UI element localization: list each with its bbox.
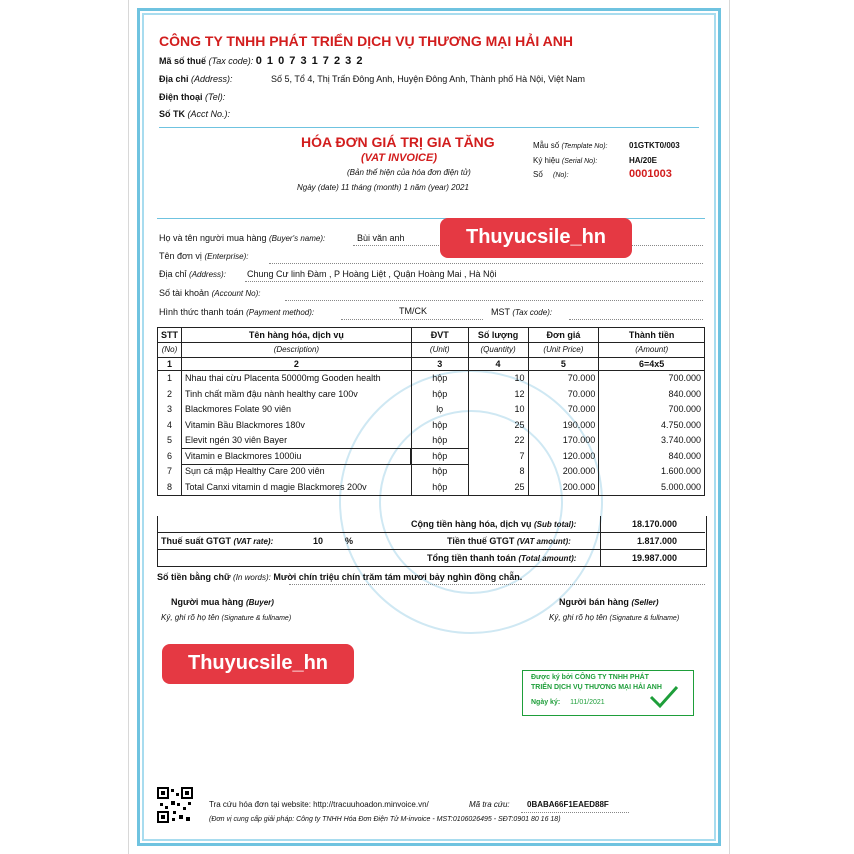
digital-signature-stamp: Được ký bởi CÔNG TY TNHH PHÁT TRIỂN DỊCH VỤ THƯƠNG MẠI HẢI ANH Ngày ký: 11/01/2021: [522, 670, 694, 716]
amount-in-words: Mười chín triệu chín trăm tám mươi bảy nghìn đồng chẵn.: [273, 572, 523, 582]
lookup-code: 0BABA66F1EAED88F: [527, 800, 609, 809]
total-label: Tổng tiền thanh toán (Total amount):: [427, 553, 577, 563]
table-row: 4 Vitamin Bầu Blackmores 180v hộp 25 190.000 4.750.000: [158, 418, 705, 434]
invoice-number: 0001003: [629, 168, 672, 180]
watermark-badge-bottom: Thuyucsile_hn: [162, 644, 354, 684]
subtotal-label: Cộng tiền hàng hóa, dịch vụ (Sub total):: [411, 519, 577, 529]
company-name: CÔNG TY TNHH PHÁT TRIỂN DỊCH VỤ THƯƠNG MẠI HẢI ANH: [159, 33, 573, 49]
address-row: Địa chỉ (Address):: [159, 74, 233, 84]
lookup-website: Tra cứu hóa đơn tại website: http://tracuuhoadon.minvoice.vn/: [209, 800, 429, 809]
invoice-page: [128, 0, 730, 854]
template-row: Mẫu số (Template No):: [533, 141, 608, 150]
buyer-signature-title: Người mua hàng (Buyer): [171, 597, 274, 607]
col-qty-header: Số lượng: [468, 328, 528, 343]
table-header-en-row: (No) (Description) (Unit) (Quantity) (Unit Price) (Amount): [158, 343, 705, 358]
table-row: 3 Blackmores Folate 90 viên lọ 10 70.000 700.000: [158, 402, 705, 418]
seller-sign-note: Ký, ghi rõ họ tên (Signature & fullname): [549, 613, 680, 622]
buyer-address: Chung Cư linh Đàm , P Hoàng Liệt , Quận Hoàng Mai , Hà Nội: [247, 269, 497, 279]
tax-code-row: Mã số thuế (Tax code): 0 1 0 7 3 1 7 2 3 2: [159, 55, 364, 67]
table-row: 2 Tinh chất mầm đậu nành healthy care 100v hộp 12 70.000 840.000: [158, 387, 705, 403]
invoice-no-row: Số (No):: [533, 170, 569, 179]
table-row: 6 Vitamin e Blackmores 1000iu hộp 7 120.000 840.000: [158, 449, 705, 465]
total-value: 19.987.000: [631, 553, 677, 563]
checkmark-icon: [649, 685, 679, 709]
provider-info: (Đơn vị cung cấp giải pháp: Công ty TNHH Hóa Đơn Điện Tử M-invoice - MST:0106026495 - SĐT:0901 80 16 18): [209, 816, 561, 823]
col-amount-header: Thành tiền: [599, 328, 705, 343]
account-row: Số TK (Acct No.):: [159, 109, 231, 119]
header-divider: [159, 127, 699, 128]
serial-value: HA/20E: [629, 156, 658, 165]
col-price-header: Đơn giá: [528, 328, 599, 343]
vat-rate-unit: %: [345, 536, 354, 546]
invoice-title-en: (VAT INVOICE): [361, 152, 437, 164]
tax-code: 0 1 0 7 3 1 7 2 3 2: [255, 55, 364, 67]
table-index-row: 1 2 3 4 5 6=4x5: [158, 358, 705, 371]
buyer-name: Bùi văn anh: [357, 233, 405, 243]
col-no-header: STT: [158, 328, 182, 343]
invoice-title: HÓA ĐƠN GIÁ TRỊ GIA TĂNG: [301, 134, 495, 150]
payment-method: TM/CK: [399, 306, 427, 316]
payment-row: Hình thức thanh toán (Payment method):: [159, 307, 315, 317]
buyer-address-row: Địa chỉ (Address):: [159, 269, 226, 279]
vat-amount-label: Tiền thuế GTGT (VAT amount):: [447, 536, 571, 546]
buyer-name-row: Họ và tên người mua hàng (Buyer's name):: [159, 233, 326, 243]
qr-code-icon: [157, 787, 193, 823]
template-value: 01GTKT0/003: [629, 141, 680, 150]
vat-rate-label: Thuế suất GTGT (VAT rate):: [161, 536, 274, 546]
table-header-row: [158, 328, 705, 343]
watermark-badge-top: Thuyucsile_hn: [440, 218, 632, 258]
in-words-row: Số tiền bằng chữ (In words): Mười chín triệu chín trăm tám mươi bảy nghìn đồng chẵn.: [157, 572, 523, 582]
buyer-sign-note: Ký, ghi rõ họ tên (Signature & fullname): [161, 613, 292, 622]
company-address: Số 5, Tổ 4, Thị Trấn Đông Anh, Huyện Đông Anh, Thành phố Hà Nội, Việt Nam: [271, 74, 586, 84]
lookup-code-label: Mã tra cứu:: [469, 800, 510, 809]
phone-row: Điện thoại (Tel):: [159, 92, 226, 102]
items-table: [157, 327, 705, 496]
account-no-row: Số tài khoản (Account No):: [159, 288, 261, 298]
buyer-mst-row: MST (Tax code):: [491, 307, 553, 317]
table-row: 5 Elevit ngén 30 viên Bayer hộp 22 170.000 3.740.000: [158, 433, 705, 449]
seller-signature-title: Người bán hàng (Seller): [559, 597, 659, 607]
table-row: 7 Sụn cá mập Healthy Care 200 viên hộp 8 200.000 1.600.000: [158, 464, 705, 480]
table-row: 1 Nhau thai cừu Placenta 50000mg Gooden health hộp 10 70.000 700.000: [158, 371, 705, 387]
serial-row: Ký hiệu (Serial No):: [533, 156, 598, 165]
invoice-date: Ngày (date) 11 tháng (month) 1 năm (year) 2021: [297, 183, 469, 192]
table-row: 8 Total Canxi vitamin d magie Blackmores 200v hộp 25 200.000 5.000.000: [158, 480, 705, 496]
vat-amount-value: 1.817.000: [636, 536, 677, 546]
col-unit-header: ĐVT: [411, 328, 468, 343]
vat-rate-value: 10: [313, 536, 324, 546]
enterprise-row: Tên đơn vị (Enterprise):: [159, 251, 249, 261]
invoice-note: (Bản thể hiện của hóa đơn điện tử): [347, 168, 471, 177]
subtotal-value: 18.170.000: [631, 519, 677, 529]
col-desc-header: Tên hàng hóa, dịch vụ: [182, 328, 412, 343]
